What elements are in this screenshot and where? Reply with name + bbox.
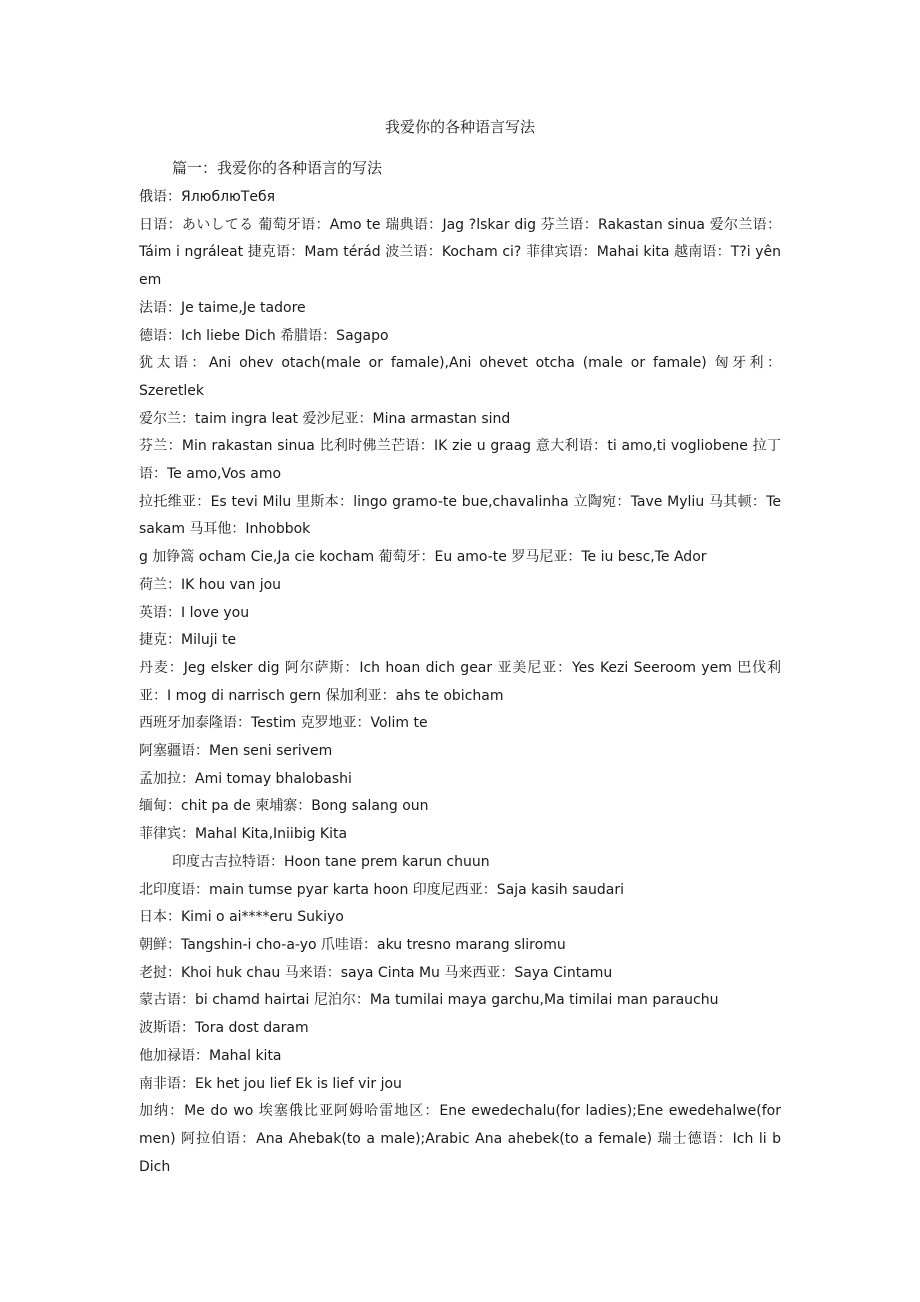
paragraph: 日语：あいしてる 葡萄牙语：Amo te 瑞典语：Jag ?lskar dig 芬兰语：Rakastan sinua 爱尔兰语：Táim i ngráleat 捷克语：Mam térád 波兰语：Kocham ci? 菲律宾语：Mahai kita 越南语：T?i yên em bbox=[139, 216, 781, 289]
paragraph: 印度古吉拉特语：Hoon tane prem karun chuun bbox=[172, 853, 490, 870]
paragraph: 犹太语：Ani ohev otach(male or famale),Ani ohevet otcha (male or famale) 匈牙利：Szeretlek bbox=[139, 355, 781, 399]
paragraph: 荷兰：IK hou van jou bbox=[139, 576, 282, 593]
paragraph: 俄语：ЯлюблюТебя bbox=[139, 189, 276, 205]
paragraph: 德语：Ich liebe Dich 希腊语：Sagapo bbox=[139, 327, 389, 344]
paragraph: 英语：I love you bbox=[139, 604, 250, 621]
paragraph: 蒙古语：bi chamd hairtai 尼泊尔：Ma tumilai maya garchu,Ma timilai man parauchu bbox=[139, 992, 719, 1009]
paragraph: 芬兰：Min rakastan sinua 比利时佛兰芒语：IK zie u graag 意大利语：ti amo,ti vogliobene 拉丁语：Te amo,Vos amo bbox=[139, 438, 781, 483]
paragraph: 菲律宾：Mahal Kita,Iniibig Kita bbox=[139, 826, 348, 843]
document-title: 我爱你的各种语言写法 bbox=[384, 118, 535, 136]
paragraph: 爱尔兰：taim ingra leat 爱沙尼亚：Mina armastan sind bbox=[139, 410, 511, 427]
paragraph: g 加铮篙 ocham Cie,Ja cie kocham 葡萄牙：Eu amo-te 罗马尼亚：Te iu besc,Te Ador bbox=[139, 549, 707, 566]
paragraph: 加纳：Me do wo 埃塞俄比亚阿姆哈雷地区：Ene ewedechalu(for ladies);Ene ewedehalwe(for men) 阿拉伯语：Ana Ahebak(to a male);Arabic Ana ahebek(to a female) 瑞士德语：Ich li b Dich bbox=[139, 1103, 781, 1175]
paragraph: 捷克：Miluji te bbox=[139, 632, 237, 649]
paragraph: 丹麦：Jeg elsker dig 阿尔萨斯：Ich hoan dich gear 亚美尼亚：Yes Kezi Seeroom yem 巴伐利亚：I mog di narrisch gern 保加利亚：ahs te obicham bbox=[139, 659, 781, 704]
document-body bbox=[139, 184, 781, 1181]
paragraph: 他加禄语：Mahal kita bbox=[139, 1047, 282, 1064]
paragraph: 孟加拉：Ami tomay bhalobashi bbox=[139, 770, 352, 787]
paragraph: 南非语：Ek het jou lief Ek is lief vir jou bbox=[139, 1075, 402, 1092]
paragraph: 法语：Je taime,Je tadore bbox=[139, 299, 306, 316]
section-heading: 篇一：我爱你的各种语言的写法 bbox=[172, 159, 383, 177]
paragraph: 拉托维亚：Es tevi Milu 里斯本：lingo gramo-te bue,chavalinha 立陶宛：Tave Myliu 马其顿：Te sakam 马耳他：Inhobbok bbox=[139, 493, 781, 538]
paragraph: 西班牙加泰隆语：Testim 克罗地亚：Volim te bbox=[139, 715, 428, 732]
paragraph: 朝鲜：Tangshin-i cho-a-yo 爪哇语：aku tresno marang sliromu bbox=[139, 936, 566, 953]
paragraph: 阿塞疆语：Men seni serivem bbox=[139, 743, 333, 760]
paragraph: 缅甸：chit pa de 柬埔寨：Bong salang oun bbox=[139, 798, 429, 815]
paragraph: 波斯语：Tora dost daram bbox=[139, 1020, 309, 1037]
paragraph: 老挝：Khoi huk chau 马来语：saya Cinta Mu 马来西亚：Saya Cintamu bbox=[139, 964, 613, 981]
paragraph: 北印度语：main tumse pyar karta hoon 印度尼西亚：Saja kasih saudari bbox=[139, 881, 624, 898]
paragraph: 日本：Kimi o ai****eru Sukiyo bbox=[139, 909, 344, 926]
